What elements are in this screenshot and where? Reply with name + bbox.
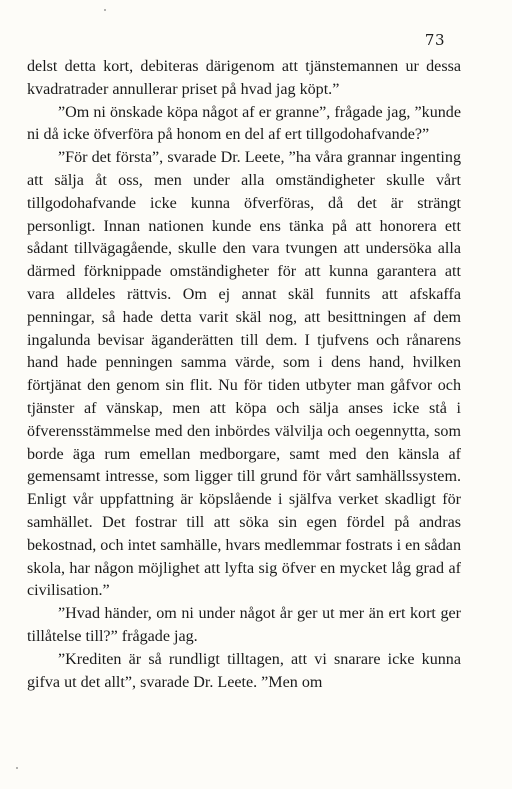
page-number: 73 <box>424 31 445 49</box>
page-body <box>27 56 461 694</box>
paragraph-continued: delst detta kort, debiteras därigenom att tjänstemannen ur dessa kvadratrader annullerar priset på hvad jag köpt.” <box>27 58 461 98</box>
paper-speck <box>104 9 106 11</box>
paragraph: ”För det första”, svarade Dr. Leete, ”ha våra grannar ingenting att sälja åt oss, men under alla omständigheter skulle vårt tillgodohafvande icke kunna öfverföras, då det är strängt personligt. Innan nationen kunde ens tänka på att honorera ett sådant tillvägagående, skulle den vara tvungen att undersöka alla därmed förknippade omständigheter för att kunna garantera att vara alldeles rättvis. Om ej annat skäl funnits att afskaffa penningar, så hade detta varit skäl nog, att besittningen af dem ingalunda bevisar äganderätten till dem. I tjufvens och rånarens hand hade penningen samma värde, som i dens hand, hvilken förtjänat den genom sin flit. Nu för tiden utbyter man gåfvor och tjänster af vänskap, men att köpa och sälja anses icke stå i öfverensstämmelse med den inbördes välvilja och oegennytta, som borde äga rum emellan medborgare, samt med den känsla af gemensamt intresse, som ligger till grund för vårt samhällssystem. Enligt vår uppfattning är köpslående i själfva verket skadligt för samhället. Det fostrar till att söka sin egen fördel på andras bekostnad, och intet samhälle, hvars medlemmar fostrats i en sådan skola, har någon möjlighet att lyfta sig öfver en mycket låg grad af civilisation.” <box>27 149 461 600</box>
paragraph: ”Hvad händer, om ni under något år ger ut mer än ert kort ger tillåtelse till?” frågade jag. <box>27 605 461 645</box>
paragraph: ”Krediten är så rundligt tilltagen, att vi snarare icke kunna gifva ut det allt”, svarade Dr. Leete. ”Men om <box>27 650 461 691</box>
paragraph: ”Om ni önskade köpa något af er granne”, frågade jag, ”kunde ni då icke öfverföra på honom en del af ert tillgodohafvande?” <box>27 103 461 144</box>
paper-speck <box>16 767 18 769</box>
